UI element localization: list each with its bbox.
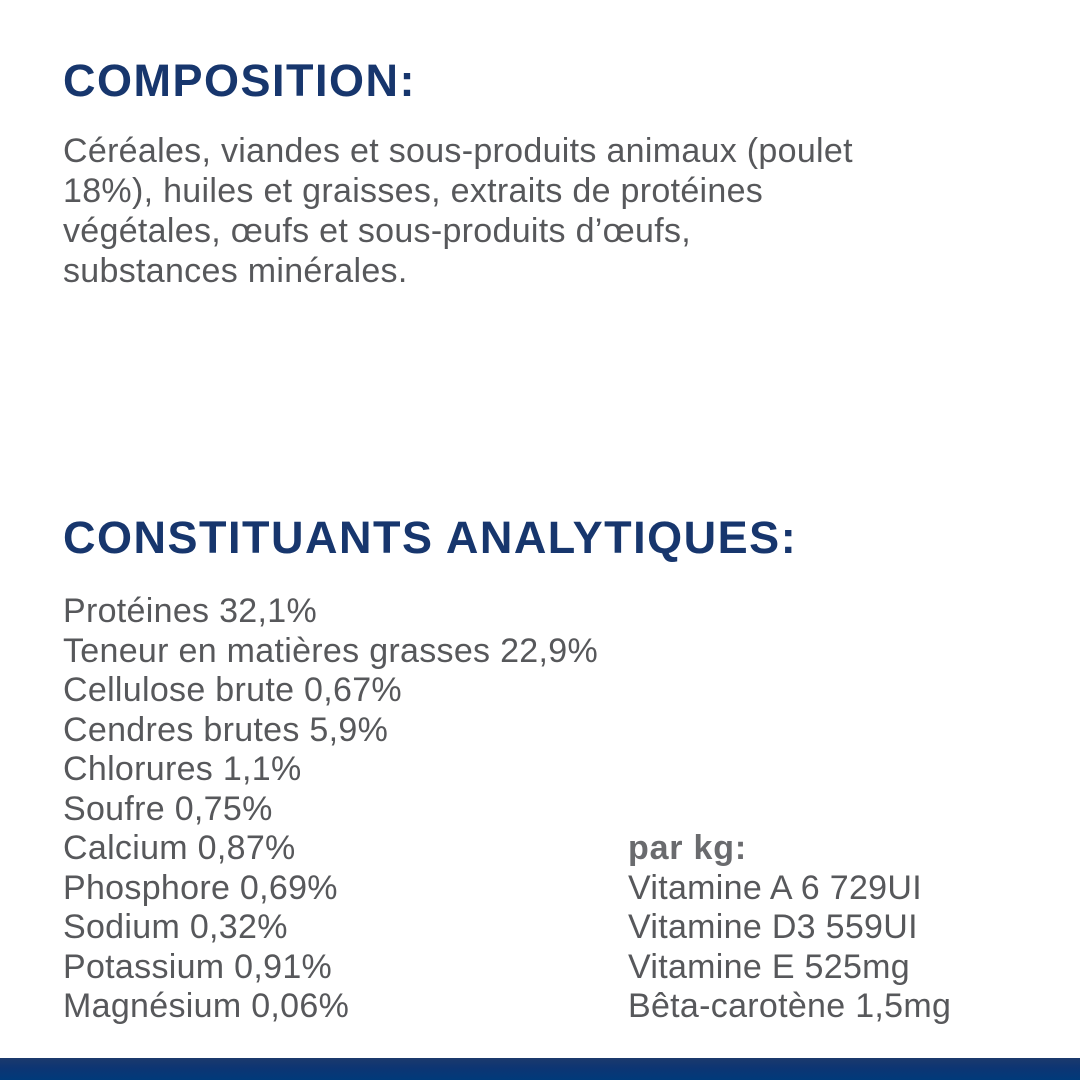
composition-body-line: substances minérales. — [63, 252, 408, 290]
bottom-navy-bar — [0, 1058, 1080, 1080]
vitamin-row: Vitamine A 6 729UI — [628, 868, 922, 907]
per-kg-heading: par kg: — [628, 829, 747, 867]
nutrient-row: Chlorures 1,1% — [63, 750, 302, 788]
composition-body-line: végétales, œufs et sous-produits d’œufs, — [63, 212, 692, 250]
nutrient-row: Teneur en matières grasses 22,9% — [63, 631, 598, 670]
nutrient-row: Calcium 0,87% — [63, 829, 296, 867]
composition-heading: COMPOSITION: — [63, 55, 416, 106]
vitamin-row: Vitamine D3 559UI — [628, 908, 918, 946]
nutrient-row: Magnésium 0,06% — [63, 987, 350, 1025]
nutrient-row: Cendres brutes 5,9% — [63, 710, 389, 749]
composition-body-line: Céréales, viandes et sous-produits animaux (poulet — [63, 132, 853, 170]
nutrient-row: Protéines 32,1% — [63, 592, 317, 630]
nutrient-row: Phosphore 0,69% — [63, 868, 338, 907]
nutrient-row: Cellulose brute 0,67% — [63, 671, 402, 709]
composition-body — [63, 131, 853, 291]
vitamin-list — [628, 869, 951, 1027]
nutrient-row: Sodium 0,32% — [63, 908, 288, 946]
analytical-constituents-heading: CONSTITUANTS ANALYTIQUES: — [63, 512, 798, 563]
nutrient-row: Potassium 0,91% — [63, 947, 333, 986]
nutrient-row: Soufre 0,75% — [63, 789, 273, 828]
vitamin-row: Bêta-carotène 1,5mg — [628, 987, 952, 1025]
per-kg-block — [628, 829, 951, 1027]
composition-body-line: 18%), huiles et graisses, extraits de protéines — [63, 172, 764, 210]
nutrient-list — [63, 592, 598, 1027]
vitamin-row: Vitamine E 525mg — [628, 947, 910, 986]
